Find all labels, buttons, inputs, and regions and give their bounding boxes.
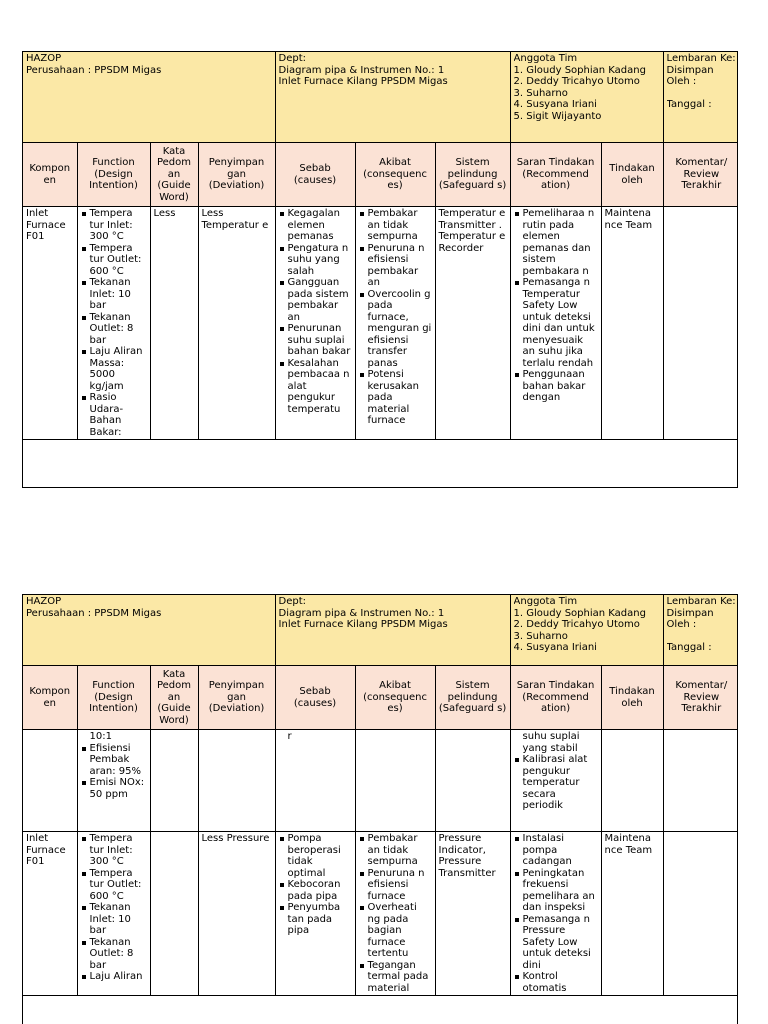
- dept-label: Dept:: [278, 596, 307, 607]
- col-review: Komentar/ Review Terakhir: [663, 666, 738, 730]
- hazop-sheet-2: [22, 594, 738, 1024]
- stored-by-label: Disimpan Oleh :: [666, 64, 717, 87]
- team-title: Anggota Tim: [513, 596, 578, 607]
- list-item: Kebocoran pada pipa: [288, 879, 352, 902]
- date-label: Tanggal :: [666, 641, 712, 653]
- diagram-number: Diagram pipa & Instrumen No.: 1: [278, 64, 445, 76]
- col-deviation: Penyimpan gan (Deviation): [198, 143, 275, 207]
- col-recommendation: Saran Tindakan (Recommend ation): [510, 143, 601, 207]
- list-item: Overheati ng pada bagian furnace tertentu: [368, 902, 432, 960]
- komponen-cell: Inlet Furnace F01: [23, 207, 77, 440]
- list-item: Pengatura n suhu yang salah: [288, 243, 352, 278]
- col-causes: Sebab (causes): [275, 143, 355, 207]
- team-member: 1. Gloudy Sophian Kadang: [513, 64, 646, 76]
- list-item: Tekanan Inlet: 10 bar: [90, 277, 147, 312]
- hazop-title: HAZOP: [26, 596, 62, 607]
- komponen-cell: [23, 730, 77, 832]
- list-item: Pemasanga n Pressure Safety Low untuk deteksi dini: [523, 914, 598, 972]
- action-by-cell: [601, 730, 663, 832]
- causes-continued: r: [287, 731, 292, 742]
- col-guide-word: Kata Pedom an (Guide Word): [150, 666, 198, 730]
- list-item: Tekanan Outlet: 8 bar: [90, 937, 147, 972]
- consequences-cell: [355, 207, 435, 440]
- list-item: Tekanan Outlet: 8 bar: [90, 312, 147, 347]
- action-by-cell: Maintena nce Team: [601, 207, 663, 440]
- team-member: 4. Susyana Iriani: [513, 99, 597, 110]
- list-item: Kalibrasi alat pengukur temperatur secara periodik: [523, 754, 598, 812]
- list-item: Tempera tur Inlet: 300 °C: [90, 208, 147, 243]
- safeguards-cell: Pressure Indicator, Pressure Transmitter: [435, 832, 510, 996]
- list-item: Instalasi pompa cadangan: [523, 833, 598, 868]
- company-name: Perusahaan : PPSDM Migas: [26, 607, 162, 619]
- team-member: 2. Deddy Tricahyo Utomo: [513, 76, 640, 87]
- hazop-title: HAZOP: [26, 53, 62, 64]
- hazop-table-2: [23, 595, 738, 996]
- guide-word-cell: [150, 730, 198, 832]
- review-cell: [663, 730, 738, 832]
- causes-cell: [275, 832, 355, 996]
- list-item: Penyumba tan pada pipa: [288, 902, 352, 937]
- sheet-label: Lembaran Ke:: [666, 53, 736, 64]
- list-item: Pembakar an tidak sempurna: [368, 208, 432, 243]
- table-row: [23, 207, 738, 440]
- hazop-sheet-1: [22, 51, 738, 488]
- col-safeguards: Sistem pelindung (Safeguard s): [435, 143, 510, 207]
- col-guide-word: Kata Pedom an (Guide Word): [150, 143, 198, 207]
- header-sheet-cell: [663, 595, 738, 666]
- header-team-cell: [510, 52, 663, 143]
- col-safeguards: Sistem pelindung (Safeguard s): [435, 666, 510, 730]
- function-continued: 10:1: [89, 731, 112, 742]
- guide-word-cell: Less: [150, 207, 198, 440]
- review-cell: [663, 832, 738, 996]
- list-item: Tempera tur Outlet: 600 °C: [90, 868, 147, 903]
- list-item: Pembakar an tidak sempurna: [368, 833, 432, 868]
- team-member: 5. Sigit Wijayanto: [513, 110, 602, 122]
- deviation-cell: Less Temperatur e: [198, 207, 275, 440]
- recommendation-cell: [510, 207, 601, 440]
- list-item: Penuruna n efisiensi furnace: [368, 868, 432, 903]
- deviation-cell: [198, 730, 275, 832]
- company-name: Perusahaan : PPSDM Migas: [26, 64, 162, 76]
- header-team-cell: [510, 595, 663, 666]
- consequences-cell: [355, 730, 435, 832]
- list-item: Rasio Udara-Bahan Bakar:: [90, 392, 147, 438]
- recommendation-cell: [510, 730, 601, 832]
- col-deviation: Penyimpan gan (Deviation): [198, 666, 275, 730]
- col-consequences: Akibat (consequenc es): [355, 143, 435, 207]
- recommendation-continued: suhu suplai yang stabil: [522, 731, 583, 754]
- causes-cell: [275, 207, 355, 440]
- safeguards-cell: [435, 730, 510, 832]
- safeguards-cell: Temperatur e Transmitter . Temperatur e Recorder: [435, 207, 510, 440]
- list-item: Laju Aliran: [90, 971, 147, 983]
- list-item: Tempera tur Inlet: 300 °C: [90, 833, 147, 868]
- header-dept-cell: [275, 52, 510, 143]
- causes-cell: [275, 730, 355, 832]
- list-item: Kesalahan pembacaa n alat pengukur temperatu: [287, 357, 350, 415]
- header-sheet-cell: [663, 52, 738, 143]
- hazop-table-1: [23, 52, 738, 440]
- col-komponen: Kompon en: [23, 143, 77, 207]
- list-item: Potensi kerusakan pada material furnace: [368, 369, 432, 427]
- function-cell: [77, 207, 150, 440]
- deviation-cell: Less Pressure: [198, 832, 275, 996]
- team-title: Anggota Tim: [513, 53, 578, 64]
- sheet-label: Lembaran Ke:: [666, 596, 736, 607]
- list-item: Penuruna n efisiensi pembakar an: [368, 243, 432, 289]
- stored-by-label: Disimpan Oleh :: [666, 607, 717, 630]
- dept-label: Dept:: [278, 53, 307, 64]
- list-item: Gangguan pada sistem pembakar an: [288, 277, 352, 323]
- team-member: 2. Deddy Tricahyo Utomo: [513, 619, 640, 630]
- col-action-by: Tindakan oleh: [601, 143, 663, 207]
- header-company-cell: [23, 52, 275, 143]
- list-item: Pemeliharaa n rutin pada elemen pemanas dan sistem pembakara n: [523, 208, 598, 277]
- list-item: Pemasanga n Temperatur Safety Low untuk deteksi dini dan untuk menyesuaik an suhu jika terlalu rendah: [523, 277, 598, 369]
- col-function: Function (Design Intention): [77, 143, 150, 207]
- table-row: [23, 730, 738, 832]
- review-cell: [663, 207, 738, 440]
- list-item: Laju Aliran Massa: 5000 kg/jam: [90, 346, 147, 392]
- list-item: Efisiensi Pembak aran: 95%: [90, 743, 147, 778]
- team-member: 3. Suharno: [513, 630, 568, 642]
- list-item: Kontrol otomatis: [523, 971, 598, 994]
- list-item: Overcoolin g pada furnace, menguran gi efisiensi transfer panas: [367, 288, 432, 369]
- team-member: 4. Susyana Iriani: [513, 642, 597, 653]
- guide-word-cell: [150, 832, 198, 996]
- list-item: Penggunaan bahan bakar dengan: [523, 369, 598, 404]
- table-row: [23, 832, 738, 996]
- list-item: Tempera tur Outlet: 600 °C: [90, 243, 147, 278]
- col-causes: Sebab (causes): [275, 666, 355, 730]
- inlet-furnace-label: Inlet Furnace Kilang PPSDM Migas: [278, 76, 448, 87]
- col-consequences: Akibat (consequenc es): [355, 666, 435, 730]
- col-function: Function (Design Intention): [77, 666, 150, 730]
- list-item: Emisi NOx: 50 ppm: [90, 777, 147, 800]
- action-by-cell: Maintena nce Team: [601, 832, 663, 996]
- consequences-cell: [355, 832, 435, 996]
- function-cell: [77, 730, 150, 832]
- col-review: Komentar/ Review Terakhir: [663, 143, 738, 207]
- komponen-cell: Inlet Furnace F01: [23, 832, 77, 996]
- date-label: Tanggal :: [666, 98, 712, 110]
- list-item: Tekanan Inlet: 10 bar: [90, 902, 147, 937]
- recommendation-cell: [510, 832, 601, 996]
- list-item: Kegagalan elemen pemanas: [288, 208, 352, 243]
- list-item: Tegangan termal pada material: [368, 960, 432, 995]
- function-cell: [77, 832, 150, 996]
- list-item: Penurunan suhu suplai bahan bakar: [287, 323, 351, 357]
- col-action-by: Tindakan oleh: [601, 666, 663, 730]
- inlet-furnace-label: Inlet Furnace Kilang PPSDM Migas: [278, 619, 448, 630]
- header-dept-cell: [275, 595, 510, 666]
- list-item: Peningkatan frekuensi pemelihara an dan inspeksi: [523, 868, 598, 914]
- team-member: 3. Suharno: [513, 87, 568, 99]
- col-komponen: Kompon en: [23, 666, 77, 730]
- header-company-cell: [23, 595, 275, 666]
- list-item: Pompa beroperasi tidak optimal: [288, 833, 352, 879]
- team-member: 1. Gloudy Sophian Kadang: [513, 607, 646, 619]
- col-recommendation: Saran Tindakan (Recommend ation): [510, 666, 601, 730]
- diagram-number: Diagram pipa & Instrumen No.: 1: [278, 607, 445, 619]
